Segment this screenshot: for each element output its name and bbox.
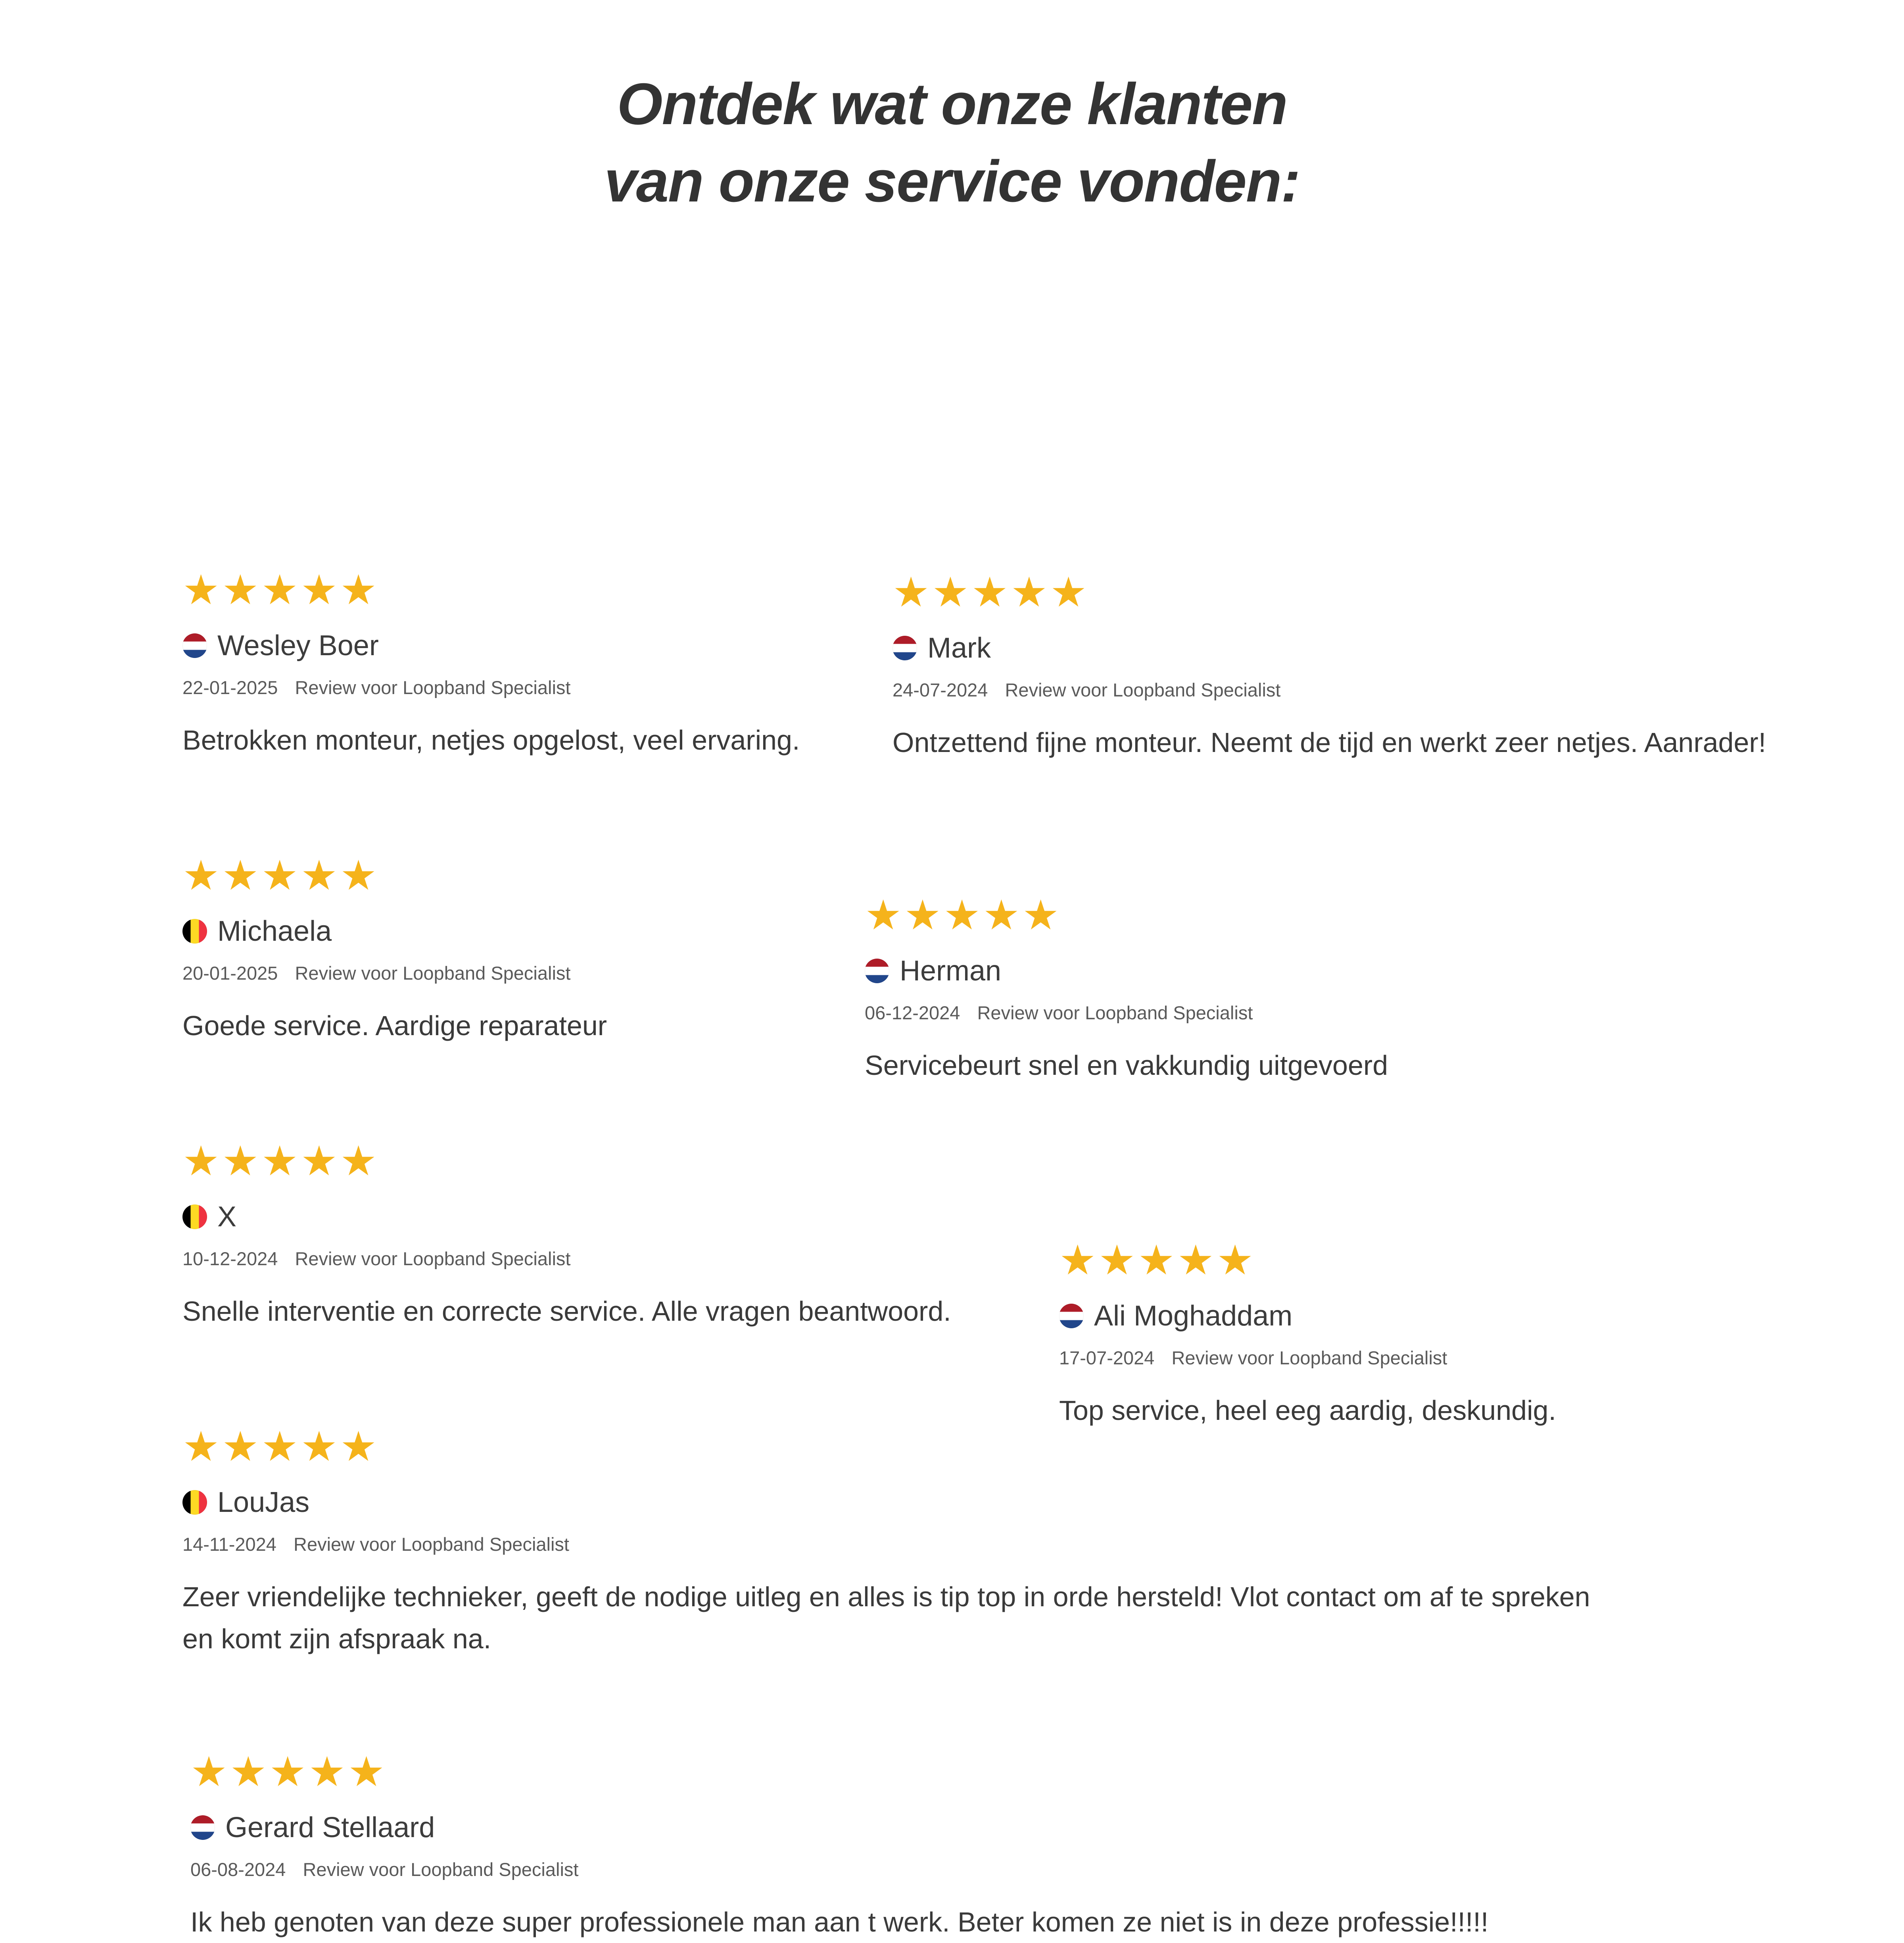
review-date: 17-07-2024	[1059, 1347, 1155, 1368]
star-rating-icon: ★★★★★	[892, 569, 1090, 616]
flag-icon-nl	[182, 633, 207, 658]
page-title-line-2: van onze service vonden:	[604, 149, 1300, 215]
review-meta	[182, 962, 881, 984]
review-text: Top service, heel eeg aardig, deskundig.	[1059, 1394, 1557, 1426]
review-date: 22-01-2025	[182, 677, 278, 698]
review-author	[182, 1488, 1595, 1517]
review-author	[1059, 1302, 1813, 1330]
review-author-name: X	[217, 1201, 237, 1233]
flag-icon-be	[182, 1205, 207, 1229]
review-source: Review voor Loopband Specialist	[977, 1002, 1253, 1023]
review-text: Snelle interventie en correcte service. Alle vragen beantwoord.	[182, 1295, 951, 1327]
star-rating-icon: ★★★★★	[182, 1423, 380, 1470]
review-author-name: Mark	[927, 632, 991, 664]
review-text: Ik heb genoten van deze super professionele man aan t werk. Beter komen ze niet is in deze professie!!!!!	[190, 1906, 1489, 1937]
review-meta	[865, 1002, 1698, 1024]
reviews-list	[63, 221, 1841, 1937]
star-rating-icon: ★★★★★	[182, 567, 380, 613]
review-date: 06-12-2024	[865, 1002, 960, 1023]
star-rating-icon: ★★★★★	[190, 1749, 388, 1795]
review-author-name: Wesley Boer	[217, 629, 379, 662]
page-title-line-1: Ontdek wat onze klanten	[617, 71, 1287, 137]
review-author	[892, 634, 1837, 662]
page-title	[0, 0, 1904, 221]
flag-icon-nl	[1059, 1304, 1084, 1328]
review-card	[182, 1138, 1008, 1332]
review-date: 24-07-2024	[892, 679, 988, 700]
review-text: Ontzettend fijne monteur. Neemt de tijd en werkt zeer netjes. Aanrader!	[892, 727, 1766, 758]
flag-icon-nl	[190, 1815, 215, 1840]
review-author	[865, 957, 1698, 985]
review-card	[865, 892, 1698, 1086]
review-author	[182, 631, 896, 660]
star-rating-icon: ★★★★★	[182, 1138, 380, 1184]
star-rating-icon: ★★★★★	[182, 852, 380, 899]
review-text: Zeer vriendelijke technieker, geeft de nodige uitleg en alles is tip top in orde hersteld! Vlot contact om af te spreken en komt zijn afspraak na.	[182, 1581, 1590, 1655]
review-meta	[190, 1859, 1718, 1880]
review-author-name: Herman	[900, 955, 1002, 987]
review-meta	[182, 677, 896, 698]
review-author	[182, 917, 881, 946]
flag-icon-be	[182, 1490, 207, 1515]
flag-icon-nl	[865, 959, 889, 983]
review-source: Review voor Loopband Specialist	[295, 962, 571, 984]
review-card	[1059, 1237, 1813, 1431]
flag-icon-be	[182, 919, 207, 944]
flag-icon-nl	[892, 636, 917, 660]
review-meta	[182, 1248, 1008, 1270]
review-date: 14-11-2024	[182, 1533, 276, 1555]
review-source: Review voor Loopband Specialist	[295, 677, 571, 698]
review-author	[182, 1203, 1008, 1231]
review-source: Review voor Loopband Specialist	[1005, 679, 1281, 700]
review-meta	[892, 679, 1837, 701]
review-text: Goede service. Aardige reparateur	[182, 1010, 607, 1041]
review-source: Review voor Loopband Specialist	[303, 1859, 579, 1880]
star-rating-icon: ★★★★★	[865, 892, 1062, 938]
review-card	[182, 1423, 1595, 1660]
star-rating-icon: ★★★★★	[1059, 1237, 1256, 1283]
review-author-name: Michaela	[217, 915, 332, 947]
review-meta	[1059, 1347, 1813, 1369]
review-source: Review voor Loopband Specialist	[1171, 1347, 1447, 1368]
review-author-name: LouJas	[217, 1486, 310, 1518]
review-date: 10-12-2024	[182, 1248, 278, 1269]
review-text: Servicebeurt snel en vakkundig uitgevoerd	[865, 1049, 1388, 1081]
review-card	[182, 852, 881, 1047]
review-source: Review voor Loopband Specialist	[294, 1533, 569, 1555]
review-author-name: Ali Moghaddam	[1094, 1300, 1293, 1332]
review-card	[190, 1751, 1718, 1943]
review-author	[190, 1813, 1718, 1842]
review-card	[892, 569, 1837, 763]
review-meta	[182, 1533, 1595, 1555]
review-text: Betrokken monteur, netjes opgelost, veel ervaring.	[182, 724, 800, 756]
review-source: Review voor Loopband Specialist	[295, 1248, 571, 1269]
review-date: 20-01-2025	[182, 962, 278, 984]
review-author-name: Gerard Stellaard	[225, 1811, 435, 1843]
review-card	[182, 567, 896, 761]
review-date: 06-08-2024	[190, 1859, 286, 1880]
